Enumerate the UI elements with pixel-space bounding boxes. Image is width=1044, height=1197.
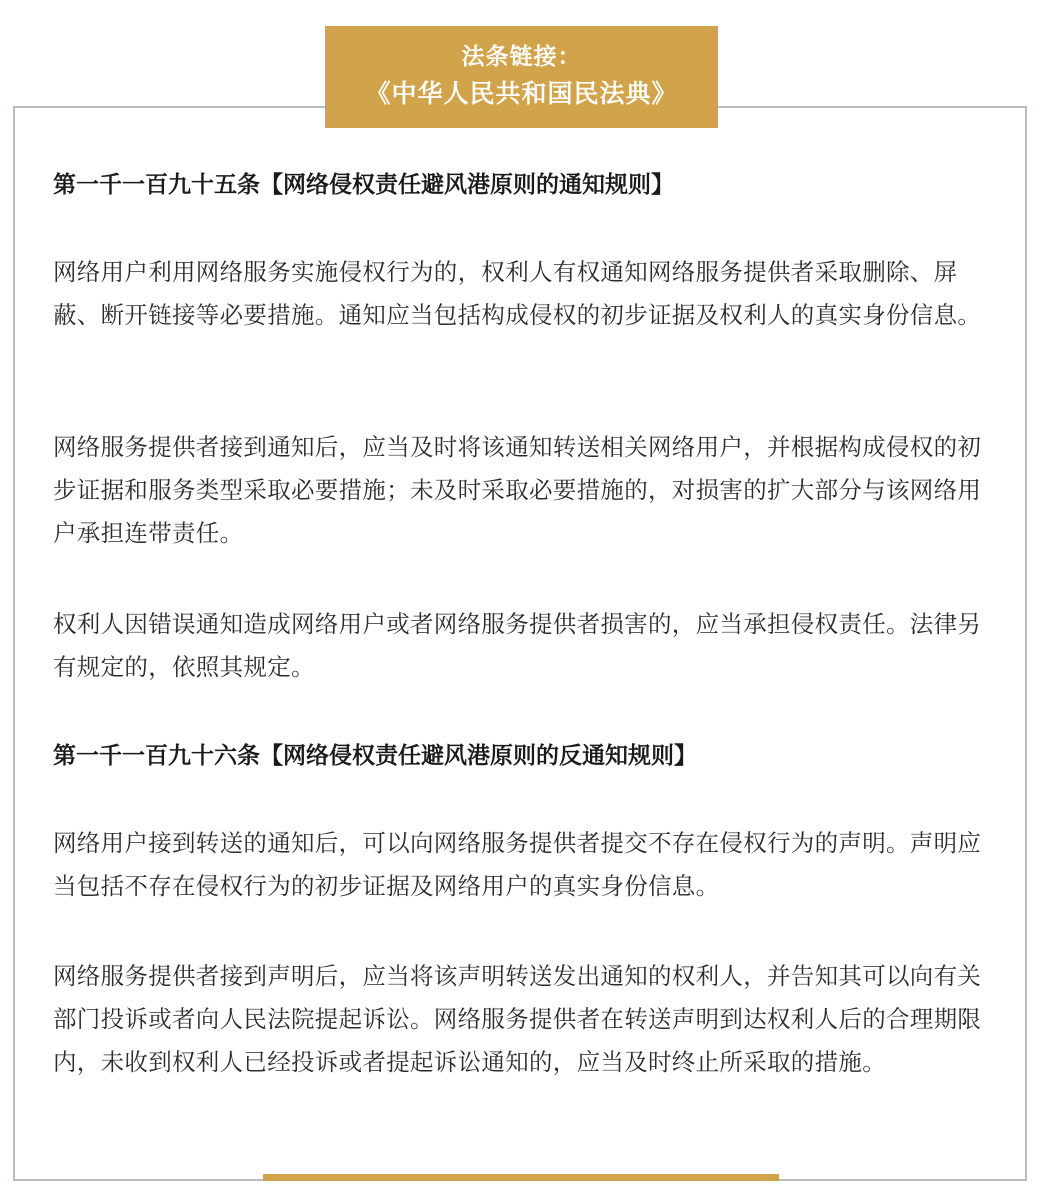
header-label: 法条链接：: [461, 44, 582, 70]
header-title: 《中华人民共和国民法典》: [365, 79, 678, 108]
article-1195-paragraph-2: 网络服务提供者接到通知后，应当及时将该通知转送相关网络用户，并根据构成侵权的初步证据和服务类型采取必要措施；未及时采取必要措施的，对损害的扩大部分与该网络用户承担连带责任。: [53, 433, 982, 547]
article-1196-title: 第一千一百九十六条【网络侵权责任避风港原则的反通知规则】: [53, 743, 697, 769]
article-1196-paragraph-2: 网络服务提供者接到声明后，应当将该声明转送发出通知的权利人，并告知其可以向有关部门投诉或者向人民法院提起诉讼。网络服务提供者在转送声明到达权利人后的合理期限内，未收到权利人已经投诉或者提起诉讼通知的，应当及时终止所采取的措施。: [53, 962, 982, 1076]
header-badge: [325, 26, 718, 128]
article-1195-title: 第一千一百九十五条【网络侵权责任避风港原则的通知规则】: [53, 172, 674, 198]
article-1196-paragraph-1: 网络用户接到转送的通知后，可以向网络服务提供者提交不存在侵权行为的声明。声明应当包括不存在侵权行为的初步证据及网络用户的真实身份信息。: [53, 829, 982, 900]
article-1195-paragraph-3: 权利人因错误通知造成网络用户或者网络服务提供者损害的，应当承担侵权责任。法律另有规定的，依照其规定。: [53, 610, 982, 681]
bottom-accent-bar: [263, 1174, 779, 1181]
article-1195-paragraph-1: 网络用户利用网络服务实施侵权行为的，权利人有权通知网络服务提供者采取删除、屏蔽、断开链接等必要措施。通知应当包括构成侵权的初步证据及权利人的真实身份信息。: [53, 258, 982, 329]
